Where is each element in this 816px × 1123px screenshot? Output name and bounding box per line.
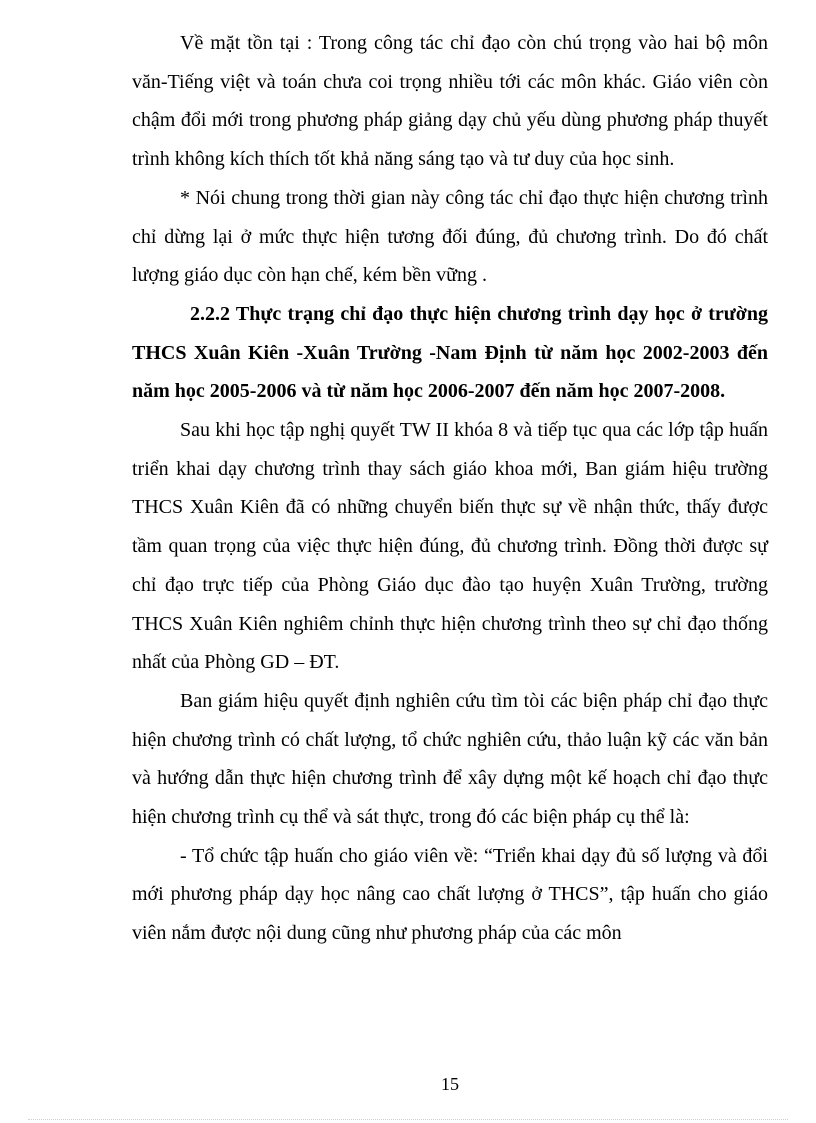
paragraph-existing-shortcomings: Về mặt tồn tại : Trong công tác chỉ đạo còn chú trọng vào hai bộ môn văn-Tiếng việt và toán chưa coi trọng nhiều tới các môn khác. Giáo viên còn chậm đổi mới trong phương pháp giảng dạy chủ yếu dùng phương pháp thuyết trình không kích thích tốt khả năng sáng tạo và tư duy của học sinh. [132, 32, 768, 171]
footer-divider [28, 1119, 788, 1120]
paragraph-board-decision: Ban giám hiệu quyết định nghiên cứu tìm tòi các biện pháp chỉ đạo thực hiện chương trình có chất lượng, tổ chức nghiên cứu, thảo luận kỹ các văn bản và hướng dẫn thực hiện chương trình để xây dựng một kế hoạch chỉ đạo thực hiện chương trình cụ thể và sát thực, trong đó các biện pháp cụ thể là: [132, 689, 768, 829]
paragraph-general-summary: * Nói chung trong thời gian này công tác chỉ đạo thực hiện chương trình chỉ dừng lại ở mức thực hiện tương đối đúng, đủ chương trình. Do đó chất lượng giáo dục còn hạn chế, kém bền vững . [132, 186, 768, 287]
paragraph-after-resolution: Sau khi học tập nghị quyết TW II khóa 8 và tiếp tục qua các lớp tập huấn triển khai dạy chương trình thay sách giáo khoa mới, Ban giám hiệu trường THCS Xuân Kiên đã có những chuyển biến thực sự về nhận thức, thấy được tầm quan trọng của việc thực hiện đúng, đủ chương trình. Đồng thời được sự chỉ đạo trực tiếp của Phòng Giáo dục đào tạo huyện Xuân Trường, trường THCS Xuân Kiên nghiêm chỉnh thực hiện chương trình theo sự chỉ đạo thống nhất của Phòng GD – ĐT. [132, 419, 768, 674]
page-number: 15 [441, 1074, 459, 1094]
paragraph-training-measure: - Tổ chức tập huấn cho giáo viên về: “Triển khai dạy đủ số lượng và đổi mới phương pháp dạy học nâng cao chất lượng ở THCS”, tập huấn cho giáo viên nắm được nội dung cũng như phương pháp của các môn [132, 844, 768, 945]
section-heading-2-2-2: 2.2.2 Thực trạng chỉ đạo thực hiện chương trình dạy học ở trường THCS Xuân Kiên -Xuân Trường -Nam Định từ năm học 2002-2003 đến năm học 2005-2006 và từ năm học 2006-2007 đến năm học 2007-2008. [132, 302, 768, 403]
document-page [132, 24, 768, 953]
